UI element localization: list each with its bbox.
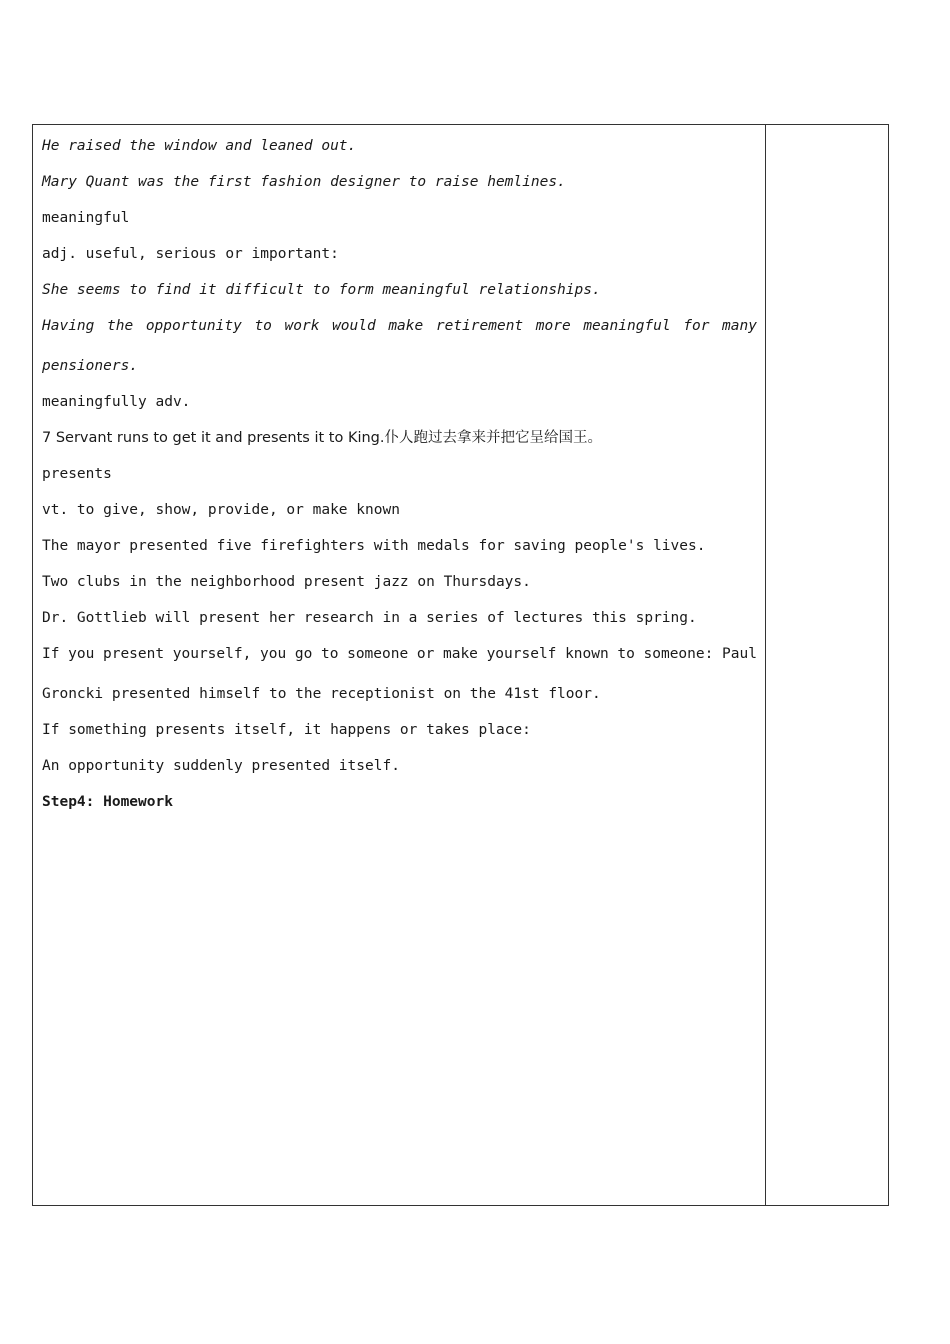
example-sentence: The mayor presented five firefighters with medals for saving people's lives. — [42, 538, 706, 554]
definition: If something presents itself, it happens or takes place: — [42, 722, 531, 738]
lesson-table — [32, 124, 889, 1206]
example-sentence-justified: Having the opportunity to work would make retirement more meaningful for many — [42, 318, 757, 334]
vocab-word: meaningful — [42, 210, 130, 226]
example-sentence-continued: Groncki presented himself to the receptionist on the 41st floor. — [42, 686, 601, 702]
example-sentence: Mary Quant was the first fashion designer to raise hemlines. — [42, 174, 566, 190]
definition-justified: If you present yourself, you go to someone or make yourself known to someone: Paul — [42, 646, 757, 662]
text-sentence: 7 Servant runs to get it and presents it to King.仆人跑过去拿来并把它呈给国王。 — [42, 430, 602, 446]
definition: adj. useful, serious or important: — [42, 246, 339, 262]
content-cell — [33, 125, 765, 1205]
example-sentence: He raised the window and leaned out. — [42, 138, 357, 154]
example-sentence: An opportunity suddenly presented itself. — [42, 758, 400, 774]
definition: vt. to give, show, provide, or make known — [42, 502, 400, 518]
example-sentence: Dr. Gottlieb will present her research in a series of lectures this spring. — [42, 610, 697, 626]
example-sentence-continued: pensioners. — [42, 358, 139, 374]
notes-cell — [766, 125, 888, 1205]
vocab-word: meaningfully adv. — [42, 394, 191, 410]
example-sentence: Two clubs in the neighborhood present jazz on Thursdays. — [42, 574, 531, 590]
section-heading: Step4: Homework — [42, 794, 173, 810]
vocab-word: presents — [42, 466, 112, 482]
example-sentence: She seems to find it difficult to form meaningful relationships. — [42, 282, 601, 298]
